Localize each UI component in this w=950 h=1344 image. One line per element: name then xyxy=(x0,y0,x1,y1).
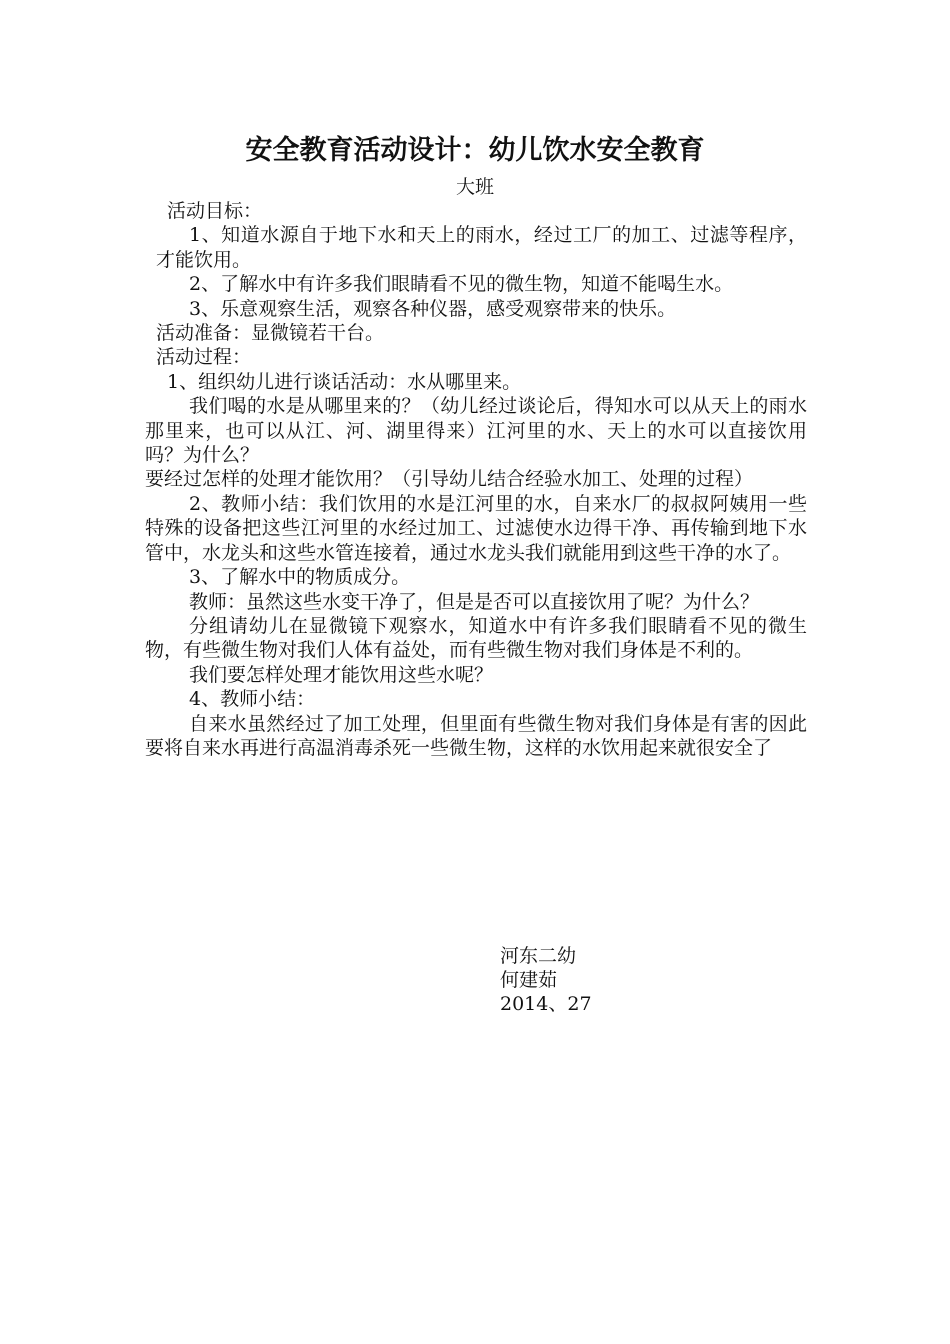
process-step-4: 4、教师小结： xyxy=(189,688,316,711)
process-paragraph: 要经过怎样的处理才能饮用？（引导幼儿结合经验水加工、处理的过程） xyxy=(145,468,754,491)
signature-block xyxy=(500,944,592,1016)
process-step-3: 3、了解水中的物质成分。 xyxy=(189,566,411,589)
process-step-2: 2、教师小结：我们饮用的水是江河里的水，自来水厂的叔叔阿姨用一些特殊的设备把这些江河里的水经过加工、过滤使水边得干净、再传输到地下水管中，水龙头和这些水管连接着，通过水龙头我们就能用到这些干净的水了。 xyxy=(145,492,807,564)
process-step-1: 1、组织幼儿进行谈话活动：水从哪里来。 xyxy=(167,370,522,393)
signature-date: 2014、27 xyxy=(500,993,592,1015)
process-paragraph: 我们喝的水是从哪里来的？（幼儿经过谈论后，得知水可以从天上的雨水那里来，也可以从江、河、湖里得来）江河里的水、天上的水可以直接饮用吗？为什么？ xyxy=(145,395,807,467)
document-subtitle: 大班 xyxy=(455,176,494,198)
process-paragraph: 分组请幼儿在显微镜下观察水，知道水中有许多我们眼睛看不见的微生物，有些微生物对我们人体有益处，而有些微生物对我们身体是不利的。 xyxy=(145,614,807,662)
section-heading-goals: 活动目标： xyxy=(167,200,263,222)
goal-item-2: 2、了解水中有许多我们眼睛看不见的微生物，知道不能喝生水。 xyxy=(189,273,734,296)
document-title: 安全教育活动设计：幼儿饮水安全教育 xyxy=(245,135,705,166)
signature-author: 何建茹 xyxy=(500,969,558,991)
goal-item-3: 3、乐意观察生活，观察各种仪器，感受观察带来的快乐。 xyxy=(189,297,677,320)
section-heading-process: 活动过程： xyxy=(156,346,252,369)
goal-item-1: 1、知道水源自于地下水和天上的雨水，经过工厂的加工、过滤等程序，才能饮用。 xyxy=(156,224,807,271)
section-heading-preparation: 活动准备：显微镜若干台。 xyxy=(156,322,385,345)
process-paragraph: 教师：虽然这些水变干净了，但是是否可以直接饮用了呢？为什么？ xyxy=(189,590,760,613)
signature-school: 河东二幼 xyxy=(500,945,577,967)
document-body xyxy=(145,199,807,760)
process-paragraph: 我们要怎样处理才能饮用这些水呢？ xyxy=(189,663,494,686)
process-paragraph: 自来水虽然经过了加工处理，但里面有些微生物对我们身体是有害的因此要将自来水再进行高温消毒杀死一些微生物，这样的水饮用起来就很安全了 xyxy=(145,712,807,759)
